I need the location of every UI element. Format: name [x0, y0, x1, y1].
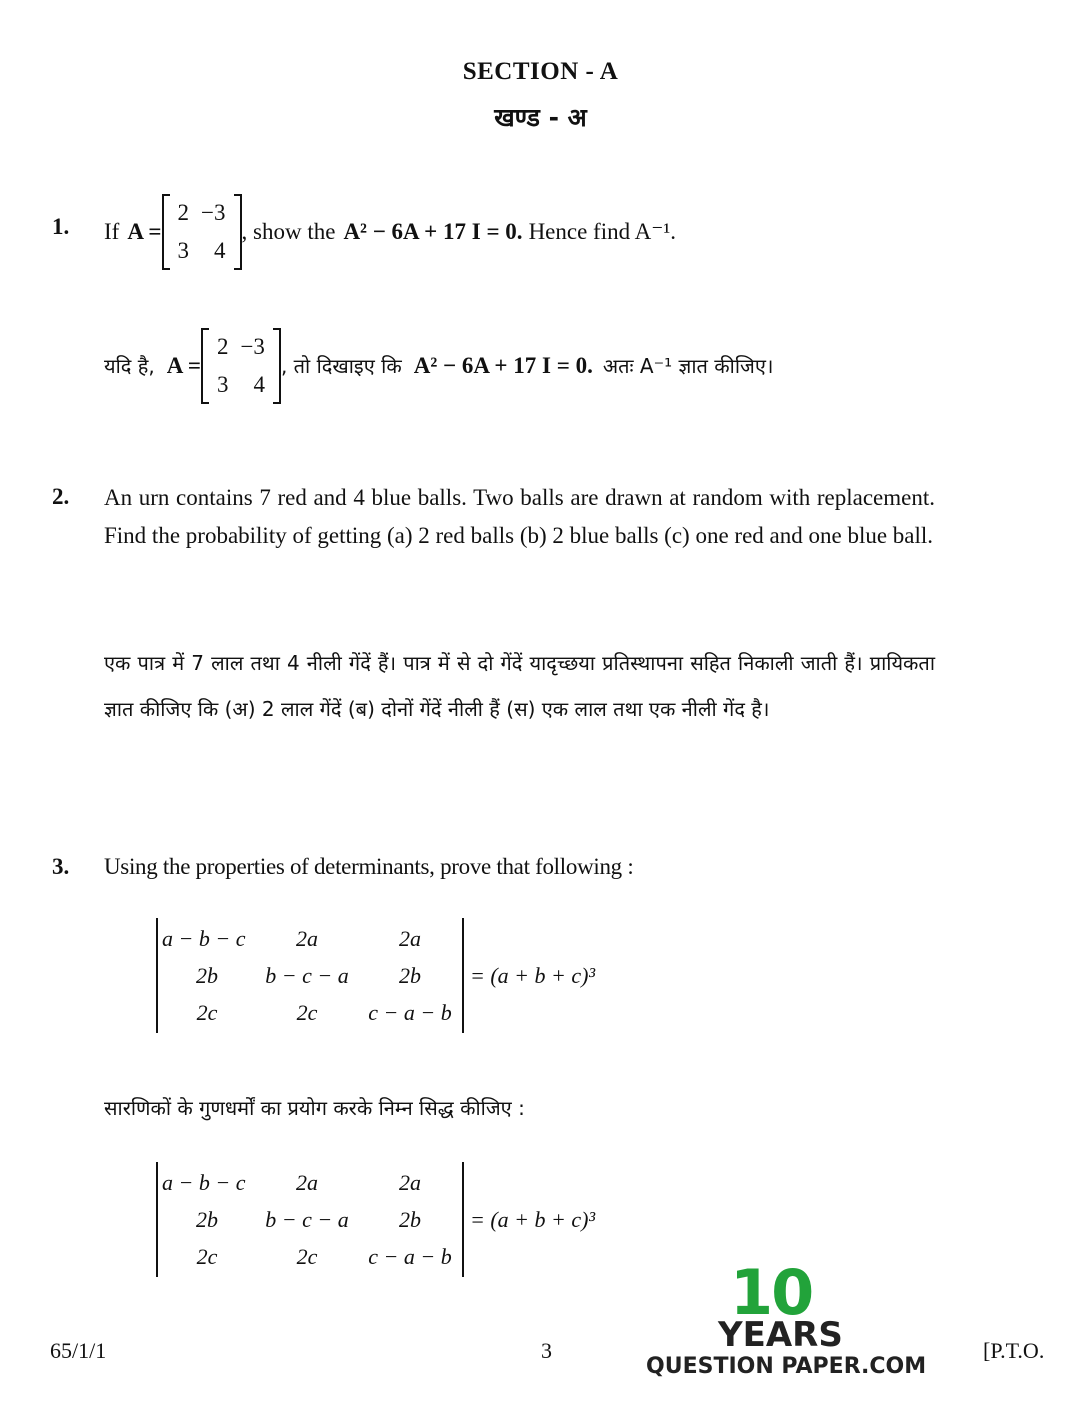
det-cell: 2b	[399, 1206, 421, 1232]
q1-hi-prefix: यदि है,	[104, 354, 155, 378]
det-cell: 2a	[399, 925, 421, 951]
q1-hi-mid: , तो दिखाइए कि	[280, 354, 402, 378]
det-cell: a − b − c	[162, 925, 246, 951]
det-cell: a − b − c	[162, 1169, 246, 1195]
matrix-cell: 4	[214, 238, 226, 263]
logo-years: YEARS	[718, 1315, 843, 1355]
q1-hi-equation: A² − 6A + 17 I = 0.	[413, 353, 593, 378]
matrix-cell: −3	[240, 334, 265, 359]
q1-mid: , show the	[241, 219, 336, 244]
q1-prefix: If	[104, 219, 120, 244]
paper-code: 65/1/1	[50, 1338, 107, 1363]
det-cell: 2c	[296, 999, 318, 1025]
question-1-english	[104, 194, 676, 270]
question-2-hindi: एक पात्र में 7 लाल तथा 4 नीली गेंदें हैं। पात्र में से दो गेंदें यादृच्छया प्रतिस्थापना सहित निकाली जाती हैं। प्रायिकता ज्ञात कीजिए कि (अ) 2 लाल गेंदें (ब) दोनों गेंदें नीली हैं (स) एक लाल तथा एक नीली गेंद है।	[104, 651, 935, 721]
question-number-2: 2.	[52, 484, 70, 509]
q1-matrix	[162, 194, 242, 270]
det-cell: c − a − b	[368, 1243, 452, 1269]
section-title: SECTION - A	[462, 58, 619, 85]
matrix-cell: 4	[253, 372, 265, 397]
matrix-cell: 2	[216, 334, 229, 359]
det-cell: b − c − a	[265, 1206, 349, 1232]
det-cell: 2c	[296, 1243, 318, 1269]
determinant-english	[156, 918, 595, 1033]
pto-label: [P.T.O.	[983, 1338, 1045, 1363]
page-number: 3	[541, 1338, 552, 1363]
logo-site: QUESTION PAPER.COM	[646, 1354, 927, 1379]
matrix-cell: −3	[201, 200, 226, 225]
question-3-english: Using the properties of determinants, prove that following :	[104, 854, 634, 879]
det-cell: c − a − b	[368, 999, 452, 1025]
matrix-cell: 3	[216, 372, 229, 397]
det-cell: 2c	[196, 1243, 218, 1269]
q1-equation: A² − 6A + 17 I = 0.	[343, 219, 523, 244]
det-cell: 2a	[399, 1169, 421, 1195]
matrix-cell: 2	[177, 200, 190, 225]
det-cell: 2b	[196, 962, 218, 988]
det-cell: b − c − a	[265, 962, 349, 988]
det-cell: 2b	[399, 962, 421, 988]
q1-hi-lhs: A =	[166, 353, 201, 378]
section-hindi-title: खण्ड - अ	[494, 103, 587, 132]
q1-suffix: Hence find A⁻¹.	[528, 219, 676, 244]
q1-hi-matrix	[201, 328, 281, 404]
question-number-1: 1.	[52, 214, 70, 239]
det-cell: 2a	[296, 925, 318, 951]
q1-lhs: A =	[127, 219, 162, 244]
determinant-rhs: = (a + b + c)³	[470, 1206, 596, 1232]
question-3-hindi: सारणिकों के गुणधर्मों का प्रयोग करके निम्न सिद्ध कीजिए :	[104, 1096, 525, 1120]
matrix-cell: 3	[177, 238, 190, 263]
question-number-3: 3.	[52, 854, 70, 879]
det-cell: 2b	[196, 1206, 218, 1232]
question-2-english: An urn contains 7 red and 4 blue balls. Two balls are drawn at random with replacement. Find the probability of getting (a) 2 red balls (b) 2 blue balls (c) one red and one blue ball.	[104, 485, 935, 548]
q1-hi-suffix: अतः A⁻¹ ज्ञात कीजिए।	[602, 354, 774, 378]
question-1-hindi	[104, 328, 774, 404]
det-cell: 2a	[296, 1169, 318, 1195]
det-cell: 2c	[196, 999, 218, 1025]
determinant-rhs: = (a + b + c)³	[470, 962, 596, 988]
determinant-hindi	[156, 1162, 595, 1277]
logo-10: 10	[730, 1256, 813, 1329]
